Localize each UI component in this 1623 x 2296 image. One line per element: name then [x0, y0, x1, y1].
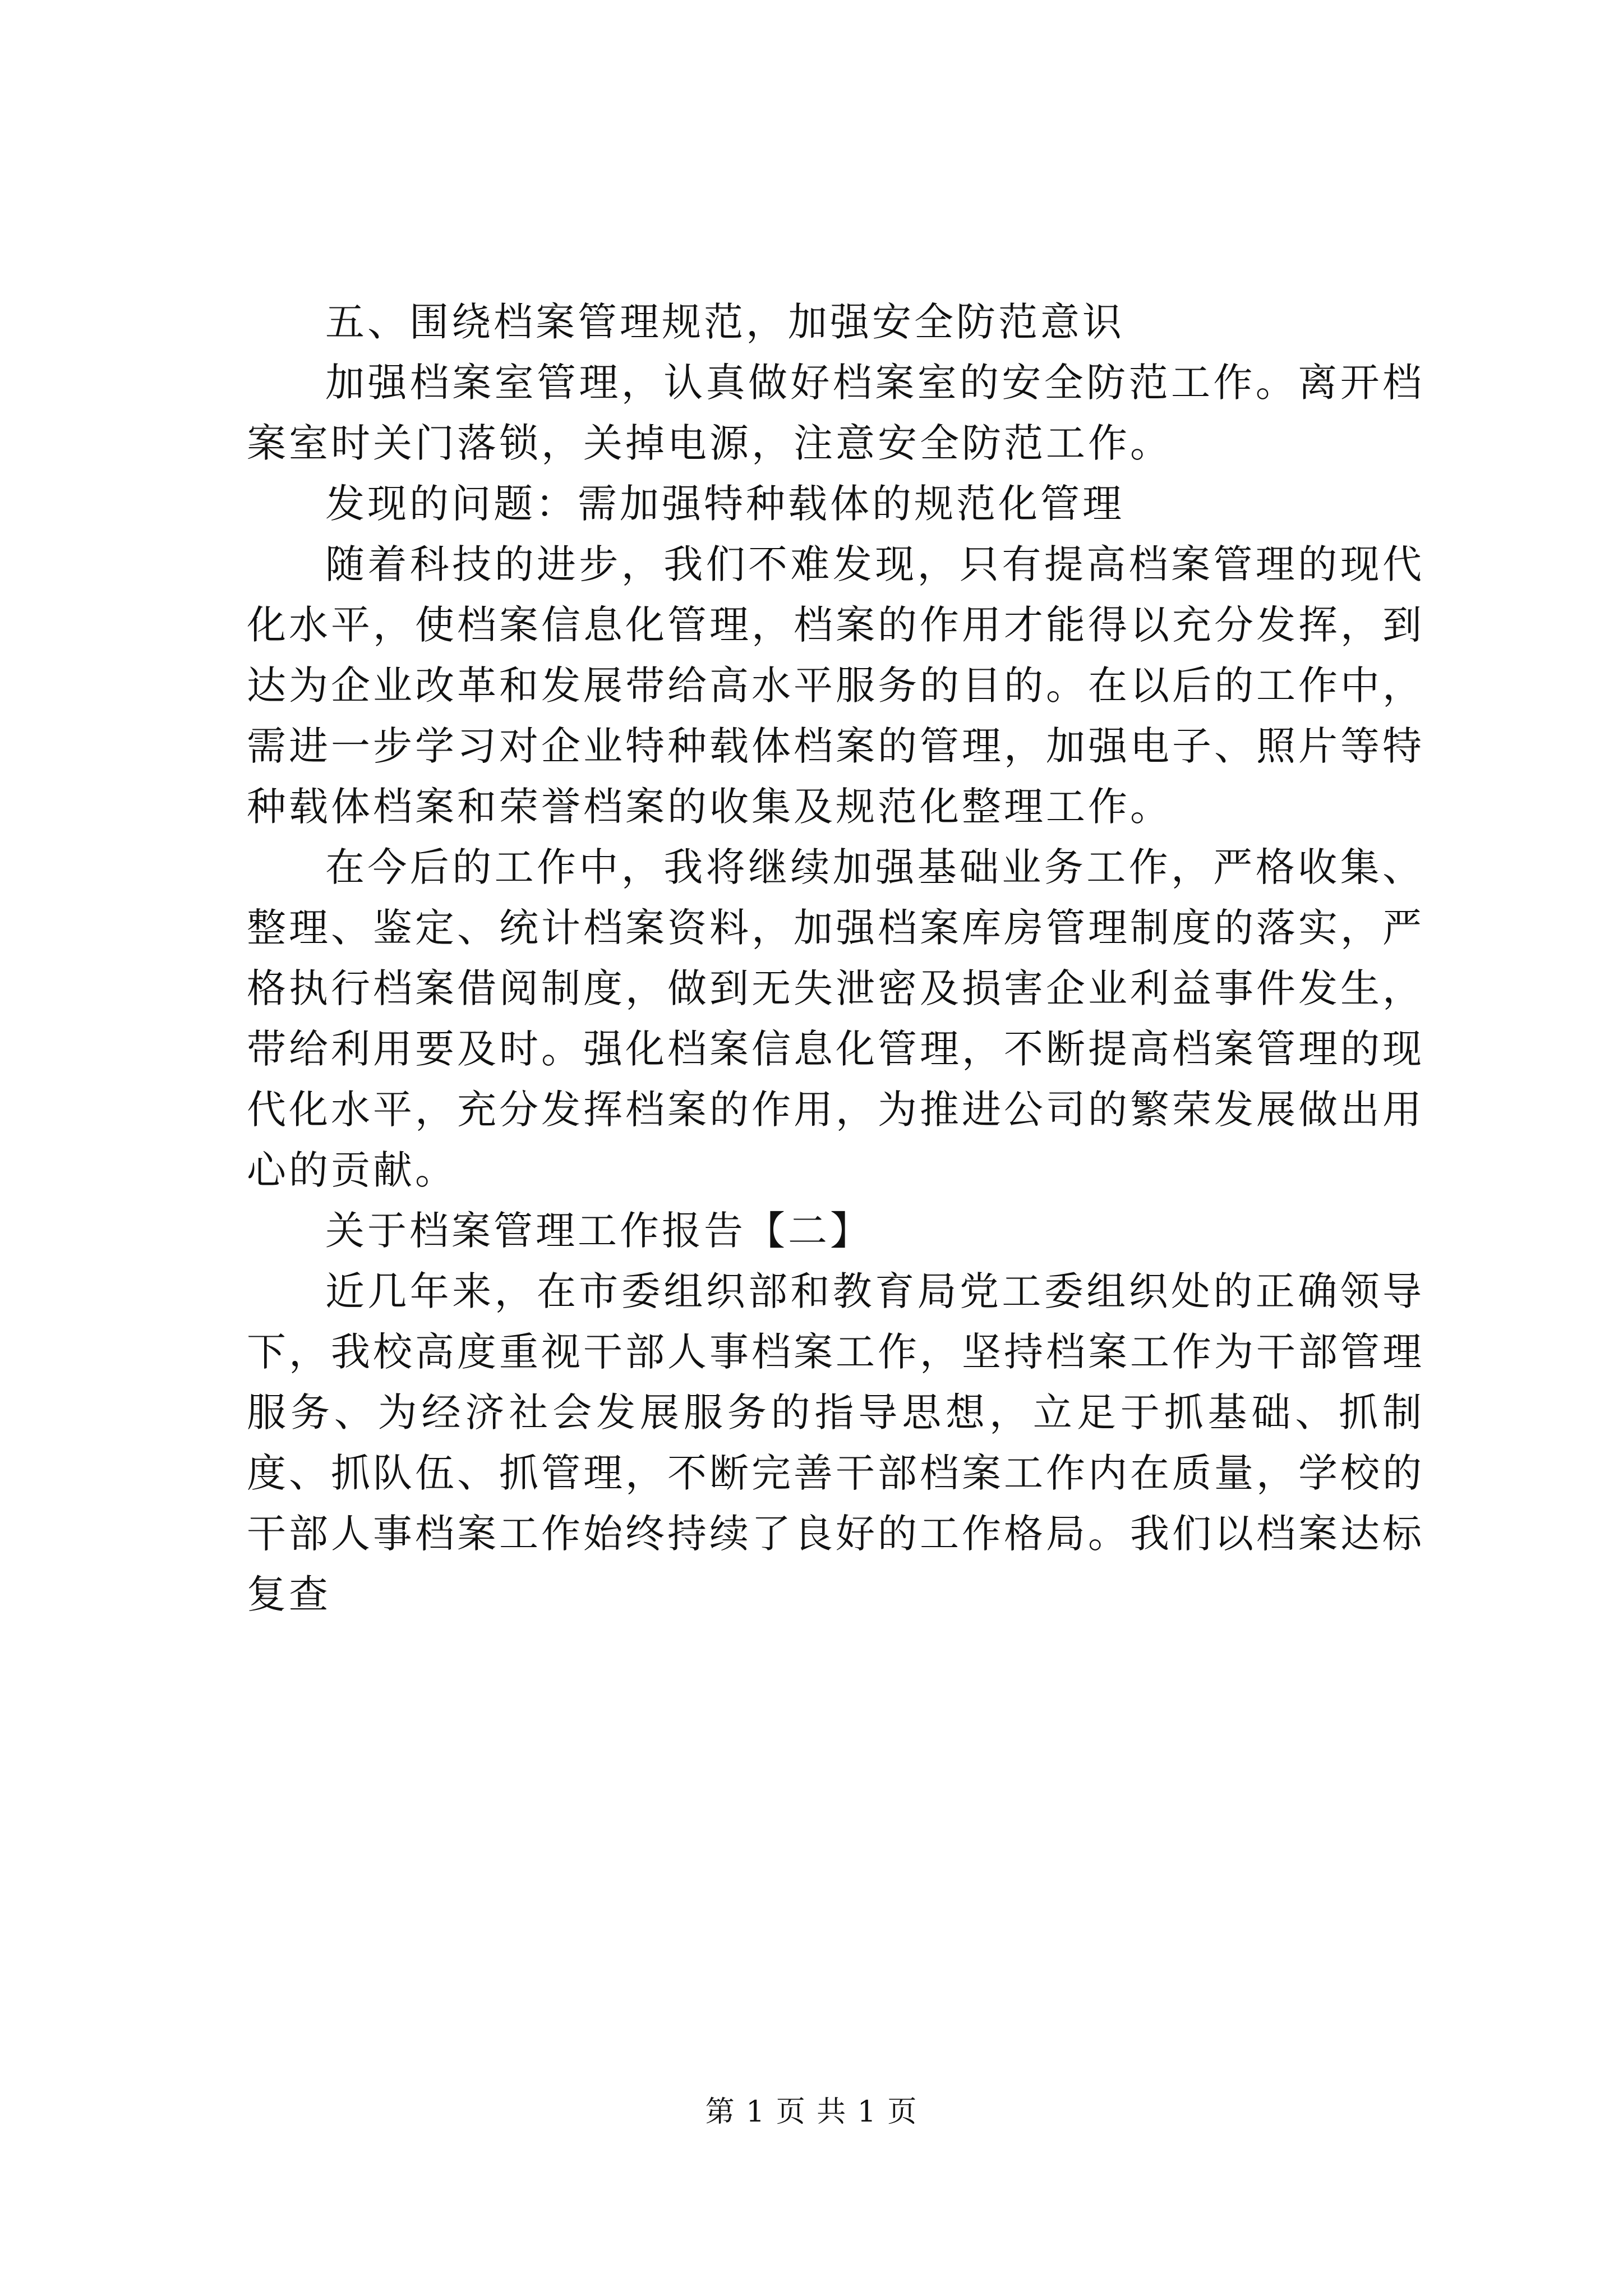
problem-heading: 发现的问题：需加强特种载体的规范化管理 [325, 481, 1124, 527]
page-number-footer: 第 1 页 共 1 页 [705, 2095, 918, 2129]
paragraph-future-work: 在今后的工作中，我将继续加强基础业务工作，严格收集、整理、鉴定、统计档案资料，加强档案库房管理制度的落实，严格执行档案借阅制度，做到无失泄密及损害企业利益事件发生，带给利用要及时。强化档案信息化管理，不断提高档案管理的现代化水平，充分发挥档案的作用，为推进公司的繁荣发展做出用心的贡献。 [247, 844, 1424, 1193]
document-body [247, 292, 1424, 1625]
paragraph-modernization: 随着科技的进步，我们不难发现，只有提高档案管理的现代化水平，使档案信息化管理，档案的作用才能得以充分发挥，到达为企业改革和发展带给高水平服务的目的。在以后的工作中，需进一步学习对企业特种载体档案的管理，加强电子、照片等特种载体档案和荣誉档案的收集及规范化整理工作。 [247, 541, 1424, 830]
paragraph-archive-room-security: 加强档案室管理，认真做好档案室的安全防范工作。离开档案室时关门落锁，关掉电源，注意安全防范工作。 [247, 360, 1424, 466]
paragraph-report-two-intro: 近几年来，在市委组织部和教育局党工委组织处的正确领导下，我校高度重视干部人事档案工作，坚持档案工作为干部管理服务、为经济社会发展服务的指导思想，立足于抓基础、抓制度、抓队伍、抓管理，不断完善干部档案工作内在质量，学校的干部人事档案工作始终持续了良好的工作格局。我们以档案达标复查 [247, 1268, 1424, 1617]
report-two-heading: 关于档案管理工作报告【二】 [325, 1208, 872, 1254]
section-heading-five: 五、围绕档案管理规范，加强安全防范意识 [325, 299, 1124, 345]
